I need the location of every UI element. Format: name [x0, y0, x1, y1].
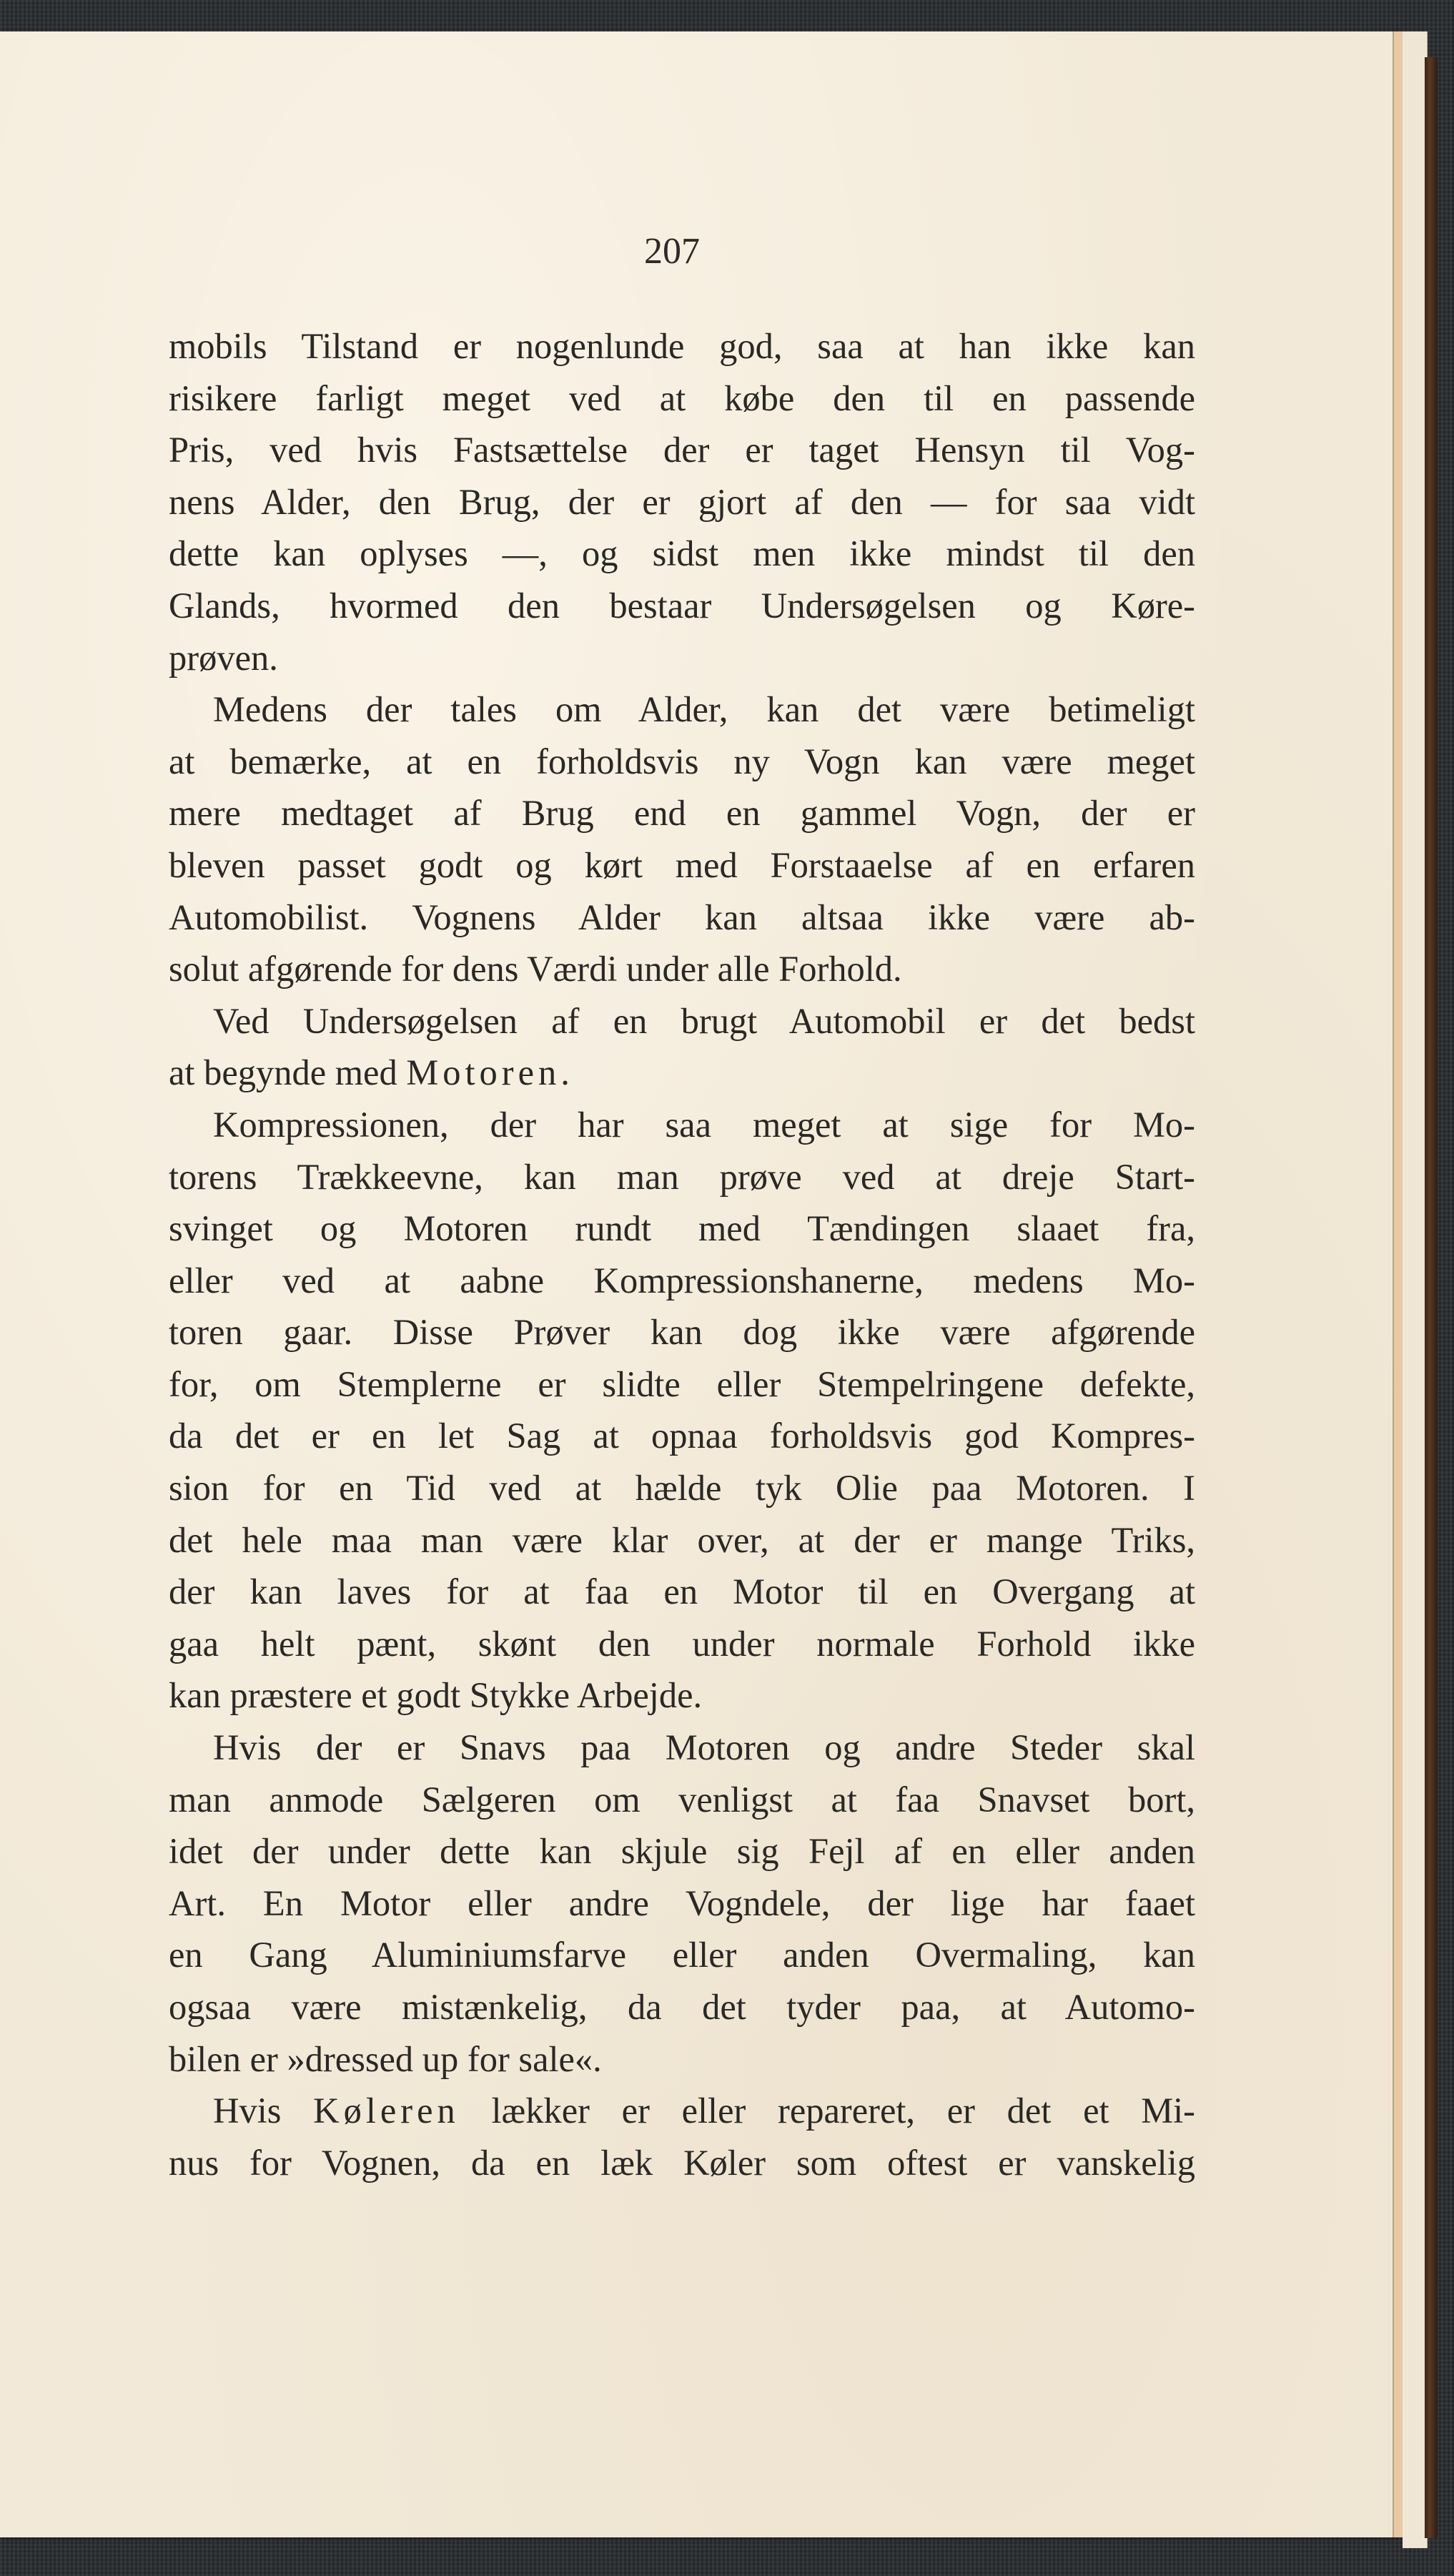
- text-line: Art. En Motor eller andre Vogndele, der lige har faaet: [169, 1882, 1195, 1923]
- text-line: man anmode Sælgeren om venligst at faa Snavset bort,: [169, 1779, 1195, 1820]
- text-line: dette kan oplyses —, og sidst men ikke mindst til den: [169, 533, 1195, 574]
- paragraph-4: [169, 1099, 1195, 1722]
- text-line: der kan laves for at faa en Motor til en Overgang at: [169, 1571, 1195, 1612]
- paragraph-3: [169, 995, 1195, 1099]
- text-line: for, om Stemplerne er slidte eller Stempelringene defekte,: [169, 1363, 1195, 1404]
- text-run: at begynde med: [169, 1052, 407, 1093]
- text-line: Ved Undersøgelsen af en brugt Automobil er det bedst: [213, 1000, 1195, 1041]
- text-line: eller ved at aabne Kompressionshanerne, medens Mo-: [169, 1260, 1195, 1301]
- text-line: det hele maa man være klar over, at der er mange Triks,: [169, 1519, 1195, 1560]
- text-line: nens Alder, den Brug, der er gjort af den — for saa vidt: [169, 481, 1195, 522]
- text-line: Hvis der er Snavs paa Motoren og andre Steder skal: [213, 1727, 1195, 1768]
- text-line: ogsaa være mistænkelig, da det tyder paa, at Automo-: [169, 1987, 1195, 2027]
- text-line: at bemærke, at en forholdsvis ny Vogn kan være meget: [169, 741, 1195, 781]
- page-fore-edge: [1403, 31, 1428, 2548]
- page-number: 207: [644, 231, 700, 272]
- body-text: [169, 320, 1195, 2188]
- paragraph-6: [169, 2085, 1195, 2188]
- text-line: risikere farligt meget ved at købe den til en passende: [169, 377, 1195, 418]
- paragraph-1: [169, 320, 1195, 684]
- text-line: da det er en let Sag at opnaa forholdsvis god Kompres-: [169, 1416, 1195, 1456]
- text-line: sion for en Tid ved at hælde tyk Olie paa Motoren. I: [169, 1468, 1195, 1509]
- text-line: Pris, ved hvis Fastsættelse der er taget Hensyn til Vog-: [169, 430, 1195, 470]
- paragraph-5: [169, 1722, 1195, 2085]
- text-line: bilen er »dressed up for sale«.: [169, 2038, 602, 2079]
- text-line: Medens der tales om Alder, kan det være betimeligt: [213, 689, 1195, 730]
- text-line: toren gaar. Disse Prøver kan dog ikke være afgørende: [169, 1312, 1195, 1353]
- text-line: en Gang Aluminiumsfarve eller anden Overmaling, kan: [169, 1935, 1195, 1975]
- text-line: [169, 1047, 1195, 1099]
- text-line: gaa helt pænt, skønt den under normale Forhold ikke: [169, 1623, 1195, 1664]
- text-line: Glands, hvormed den bestaar Undersøgelsen og Køre-: [169, 585, 1195, 626]
- text-line: Automobilist. Vognens Alder kan altsaa ikke være ab-: [169, 897, 1195, 937]
- text-line: idet der under dette kan skjule sig Fejl af en eller anden: [169, 1831, 1195, 1872]
- paragraph-2: [169, 684, 1195, 995]
- text-line: mobils Tilstand er nogenlunde god, saa at han ikke kan: [169, 326, 1195, 366]
- text-line: torens Trækkeevne, kan man prøve ved at dreje Start-: [169, 1156, 1195, 1197]
- text-line: kan præstere et godt Stykke Arbejde.: [169, 1675, 703, 1716]
- text-run: .: [560, 1052, 570, 1093]
- text-line: bleven passet godt og kørt med Forstaaelse af en erfaren: [169, 844, 1195, 885]
- text-line: Kompressionen, der har saa meget at sige for Mo-: [213, 1104, 1195, 1145]
- spaced-emphasis: Køleren: [313, 2091, 460, 2131]
- text-line: nus for Vognen, da en læk Køler som oftest er vanskelig: [169, 2142, 1195, 2183]
- text-line: svinget og Motoren rundt med Tændingen slaaet fra,: [169, 1208, 1195, 1249]
- book-binding: [1425, 57, 1438, 2538]
- text-run: lækker er eller repareret, er det et Mi-: [459, 2091, 1195, 2131]
- text-line: prøven.: [169, 637, 278, 678]
- text-run: Hvis: [213, 2091, 314, 2131]
- text-line: mere medtaget af Brug end en gammel Vogn, der er: [169, 793, 1195, 834]
- spaced-emphasis: Motoren: [406, 1052, 561, 1093]
- text-line: [169, 2085, 1195, 2137]
- text-line: solut afgørende for dens Værdi under alle Forhold.: [169, 949, 902, 990]
